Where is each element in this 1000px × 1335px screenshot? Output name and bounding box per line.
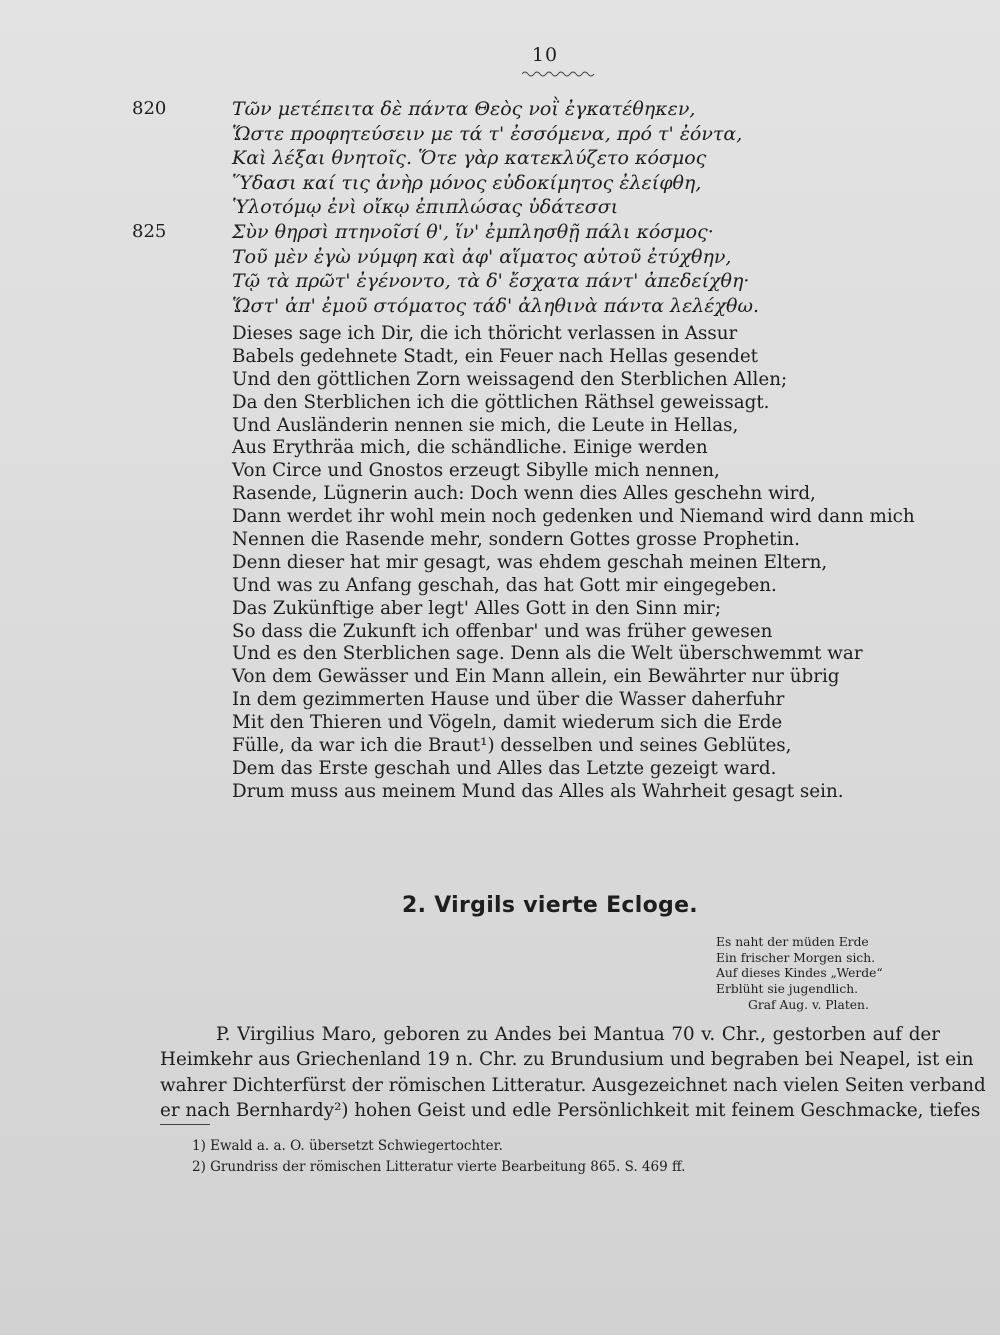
- german-verse-line: Das Zukünftige aber legt' Alles Gott in den Sinn mir;: [232, 597, 722, 619]
- german-verse-line: Und was zu Anfang geschah, das hat Gott mir eingegeben.: [232, 574, 777, 596]
- verse-line-number: 825: [132, 220, 167, 242]
- body-line: P. Virgilius Maro, geboren zu Andes bei Mantua 70 v. Chr., gestorben auf der: [216, 1024, 940, 1045]
- greek-verse-line: [232, 294, 832, 319]
- german-verse-line: Von Circe und Gnostos erzeugt Sibylle mich nennen,: [232, 460, 720, 482]
- german-verse-line: Mit den Thieren und Vögeln, damit wiederum sich die Erde: [232, 712, 783, 734]
- german-verse-line: So dass die Zukunft ich offenbar' und was früher gewesen: [232, 620, 773, 642]
- body-line: er nach Bernhardy²) hohen Geist und edle Persönlichkeit mit feinem Geschmacke, tiefes: [160, 1099, 981, 1121]
- greek-verse-text: Καὶ λέξαι θνητοῖς. Ὅτε γὰρ κατεκλύζετο κόσμος: [232, 147, 707, 170]
- epigraph-attribution: Graf Aug. v. Platen.: [748, 997, 869, 1012]
- german-verse-line: Dem das Erste geschah und Alles das Letzte gezeigt ward.: [232, 757, 777, 779]
- page-number: 10: [531, 44, 559, 66]
- greek-verse-line: [132, 220, 832, 245]
- footnote: 1) Ewald a. a. O. übersetzt Schwiegertochter.: [192, 1138, 503, 1154]
- greek-verse-line: [132, 97, 832, 122]
- greek-verse-line: [232, 146, 832, 171]
- german-translation-block: [232, 323, 915, 804]
- body-paragraph: [160, 1022, 986, 1123]
- footnotes: [192, 1136, 892, 1178]
- german-verse-line: Da den Sterblichen ich die göttlichen Räthsel geweissagt.: [232, 391, 770, 413]
- greek-verse-line: [232, 269, 832, 294]
- german-verse-line: Und den göttlichen Zorn weissagend den Sterblichen Allen;: [232, 368, 788, 390]
- german-verse-line: Fülle, da war ich die Braut¹) desselben und seines Geblütes,: [232, 735, 792, 757]
- german-verse-line: Von dem Gewässer und Ein Mann allein, ein Bewährter nur übrig: [232, 666, 840, 688]
- greek-verse-line: [232, 122, 832, 147]
- german-verse-line: Rasende, Lügnerin auch: Doch wenn dies Alles geschehn wird,: [232, 483, 816, 505]
- section-heading: 2. Virgils vierte Ecloge.: [402, 893, 698, 918]
- greek-verse-line: [232, 245, 832, 270]
- greek-verse-text: Ὕδασι καί τις ἀνὴρ μόνος εὐδοκίμητος ἐλείφθη,: [232, 171, 702, 194]
- greek-verse-text: Τῶν μετέπειτα δὲ πάντα Θεὸς νοῒ ἐγκατέθηκεν,: [232, 98, 696, 120]
- german-verse-line: Babels gedehnete Stadt, ein Feuer nach Hellas gesendet: [232, 345, 759, 367]
- footnote: 2) Grundriss der römischen Litteratur vierte Bearbeitung 865. S. 469 ff.: [192, 1159, 686, 1175]
- epigraph-line: Ein frischer Morgen sich.: [716, 950, 876, 965]
- german-verse-line: Dieses sage ich Dir, die ich thöricht verlassen in Assur: [232, 323, 738, 344]
- body-line: Heimkehr aus Griechenland 19 n. Chr. zu Brundusium und begraben bei Neapel, ist ein: [160, 1049, 974, 1071]
- german-verse-line: Nennen die Rasende mehr, sondern Gottes grosse Prophetin.: [232, 529, 800, 551]
- greek-verse-block: [132, 97, 832, 318]
- greek-verse-text: Ὥστε προφητεύσειν με τά τ' ἐσσόμενα, πρό τ' ἐόντα,: [232, 122, 743, 145]
- greek-verse-text: Τοῦ μὲν ἐγὼ νύμφη καὶ ἀφ' αἵματος αὐτοῦ ἐτύχθην,: [232, 245, 732, 268]
- german-verse-line: In dem gezimmerten Hause und über die Wasser daherfuhr: [232, 689, 785, 711]
- epigraph-line: Erblüht sie jugendlich.: [716, 982, 859, 997]
- greek-verse-text: Ὥστ' ἀπ' ἐμοῦ στόματος τάδ' ἀληθινὰ πάντα λελέχθω.: [232, 294, 759, 317]
- german-verse-line: Und Ausländerin nennen sie mich, die Leute in Hellas,: [232, 414, 739, 436]
- greek-verse-text: Ὑλοτόμῳ ἐνὶ οἴκῳ ἐπιπλώσας ὑδάτεσσι: [232, 196, 619, 219]
- footnote-divider: [160, 1124, 210, 1125]
- german-verse-line: Dann werdet ihr wohl mein noch gedenken und Niemand wird dann mich: [232, 506, 915, 528]
- greek-verse-line: [232, 195, 832, 220]
- body-line: wahrer Dichterfürst der römischen Litteratur. Ausgezeichnet nach vielen Seiten verband: [160, 1074, 986, 1096]
- epigraph-line: Auf dieses Kindes „Werde“: [716, 966, 883, 981]
- greek-verse-line: [232, 171, 832, 196]
- verse-line-number: 820: [132, 98, 167, 119]
- greek-verse-text: Σὺν θηρσὶ πτηνοῖσί θ', ἵν' ἐμπλησθῇ πάλι κόσμος·: [232, 220, 714, 243]
- german-verse-line: Aus Erythräa mich, die schändliche. Einige werden: [232, 437, 708, 459]
- german-verse-line: Drum muss aus meinem Mund das Alles als Wahrheit gesagt sein.: [232, 780, 844, 802]
- greek-verse-text: Τῷ τὰ πρῶτ' ἐγένοντο, τὰ δ' ἔσχατα πάντ' ἀπεδείχθη·: [232, 270, 750, 293]
- page-number-ornament: [522, 70, 596, 78]
- epigraph: [716, 935, 956, 1013]
- epigraph-line: Es naht der müden Erde: [716, 935, 869, 949]
- german-verse-line: Und es den Sterblichen sage. Denn als die Welt überschwemmt war: [232, 643, 863, 665]
- german-verse-line: Denn dieser hat mir gesagt, was ehdem geschah meinen Eltern,: [232, 551, 828, 573]
